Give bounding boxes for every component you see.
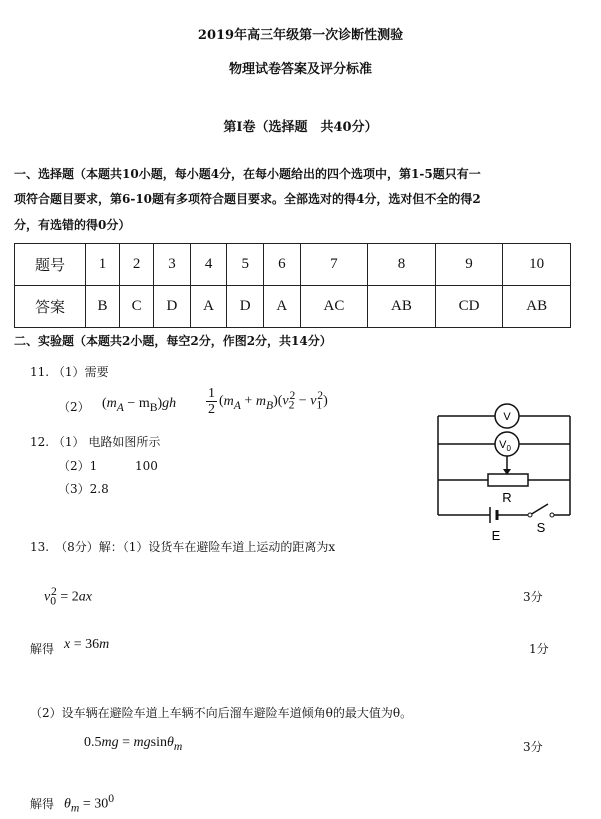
row-header-answer: 答案 xyxy=(15,286,86,328)
q13-sol2: $\theta_m = 30^0$ xyxy=(64,792,115,815)
q12-p3-label: （3） xyxy=(58,482,90,496)
question-number: 10 xyxy=(503,244,571,286)
q12-label: 12. xyxy=(30,435,50,449)
q12-p1-text: 电路如图所示 xyxy=(88,435,161,449)
q13-intro: 13. （8分）解：（1）设货车在避险车道上运动的距离为x xyxy=(30,540,336,554)
section1-line3: 分，有选错的得0分） xyxy=(14,218,131,232)
q12-p2-label: （2） xyxy=(58,459,90,473)
volume-heading: 第Ⅰ卷（选择题 共40分） xyxy=(223,120,378,135)
switch-contact-left xyxy=(528,513,532,517)
answer-cell: CD xyxy=(435,286,503,328)
voltmeter-v0-sub: 0 xyxy=(506,444,511,453)
q11-label: 11. xyxy=(30,365,50,379)
question-number: 7 xyxy=(300,244,368,286)
answer-cell: A xyxy=(190,286,227,328)
question-number: 8 xyxy=(368,244,436,286)
table-row-numbers xyxy=(15,244,571,286)
q13-sol1-score: 1分 xyxy=(529,642,549,656)
section1-line2: 项符合题目要求，第6-10题有多项符合题目要求。全部选对的得4分，选对但不全的得2 xyxy=(14,192,481,206)
q11-part1 xyxy=(30,363,109,380)
answer-cell: D xyxy=(227,286,264,328)
q12-part1 xyxy=(30,433,160,450)
resistor-box xyxy=(488,474,528,486)
q13-part2: （2）设车辆在避险车道上车辆不向后溜车避险车道倾角θ的最大值为θ。 xyxy=(30,706,413,720)
answer-cell: AB xyxy=(368,286,436,328)
switch-contact-right xyxy=(550,513,554,517)
answer-cell: A xyxy=(264,286,301,328)
answer-cell: C xyxy=(120,286,154,328)
q11-p1-text: 需要 xyxy=(84,365,109,379)
q12-part3 xyxy=(58,480,109,497)
answer-cell: D xyxy=(154,286,191,328)
q11-p1-label: （1） xyxy=(52,365,85,379)
section1-line1: 一、选择题（本题共10小题，每小题4分，在每小题给出的四个选项中，第1-5题只有一 xyxy=(14,167,481,181)
q13-eq2: 0.5mg = mgsinθ$_m$ xyxy=(84,735,183,753)
answer-table xyxy=(14,243,571,328)
answer-cell: AC xyxy=(300,286,368,328)
exam-subtitle: 物理试卷答案及评分标准 xyxy=(228,62,372,77)
question-number: 9 xyxy=(435,244,503,286)
q12-p3-v: 2.8 xyxy=(89,482,109,496)
q13-eq1: $v_0^2 = 2ax$ xyxy=(44,585,92,608)
switch-label: S xyxy=(536,520,546,535)
resistor-label: R xyxy=(502,490,512,505)
q13-sol1-label: 解得 xyxy=(30,642,55,656)
q11-p2-label: （2） xyxy=(58,400,90,414)
circuit-diagram xyxy=(430,398,580,546)
q12-p2-v2: 100 xyxy=(134,459,158,473)
q13-eq1-score: 3分 xyxy=(523,590,543,604)
q13-eq2-score: 3分 xyxy=(523,740,543,754)
row-header-number: 题号 xyxy=(15,244,86,286)
q13-sol2-label: 解得 xyxy=(30,797,55,811)
voltmeter-v-label: V xyxy=(503,411,511,423)
voltmeter-v0-letter: V xyxy=(499,439,507,451)
answer-cell: AB xyxy=(503,286,571,328)
q11-formula1: $(m_A - m_B)gh$ xyxy=(102,396,177,414)
q11-frac-num: 1 xyxy=(208,386,215,401)
exam-title: 2019年高三年级第一次诊断性测验 xyxy=(197,28,404,43)
question-number: 1 xyxy=(86,244,120,286)
question-number: 6 xyxy=(264,244,301,286)
question-number: 2 xyxy=(120,244,154,286)
section2-heading: 二、实验题（本题共2小题，每空2分，作图2分，共14分） xyxy=(14,334,332,348)
q11-frac-den: 2 xyxy=(208,402,215,417)
table-row-answers xyxy=(15,286,571,328)
battery-label: E xyxy=(491,528,501,543)
q13-sol1: x = 36m xyxy=(64,637,110,652)
q12-p2-v1: 1 xyxy=(89,459,98,473)
question-number: 5 xyxy=(227,244,264,286)
q11-formula2: $\frac{1}{2}$ $(m_A + m_B)(v_2^2 - v_1^2)$ xyxy=(208,386,328,417)
answer-cell: B xyxy=(86,286,120,328)
question-number: 4 xyxy=(190,244,227,286)
q12-p1-label: （1） xyxy=(52,435,85,449)
q12-part2 xyxy=(58,457,158,474)
question-number: 3 xyxy=(154,244,191,286)
